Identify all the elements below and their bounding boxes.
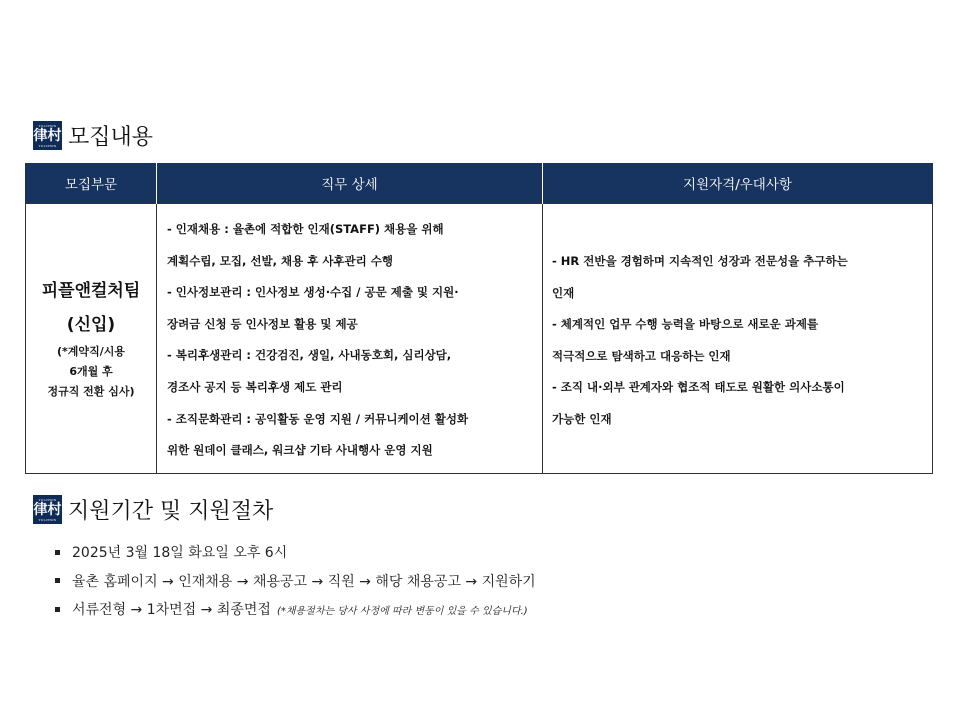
bullet-square-icon: [55, 550, 60, 555]
section-title: 지원기간 및 지원절차: [68, 499, 274, 524]
section-heading-application: [33, 494, 273, 525]
logo-bottom-text: YULCHON: [38, 517, 57, 522]
bullet-text: 율촌 홈페이지 → 인재채용 → 채용공고 → 직원 → 해당 채용공고 → 지원하기: [72, 573, 536, 590]
qualification-line: 가능한 인재: [552, 411, 612, 426]
department-cell: [26, 204, 157, 474]
qualification-line: 인재: [552, 285, 575, 300]
department-type: (신입): [66, 315, 116, 336]
table-header-row: [26, 163, 933, 204]
logo-top-text: YULCHON: [38, 497, 57, 502]
duty-line: 계획수립, 모집, 선발, 채용 후 사후관리 수행: [167, 253, 393, 268]
logo-bottom-text: YULCHON: [38, 143, 57, 148]
logo-mark: 律村: [33, 501, 62, 518]
logo-mark: 律村: [33, 127, 62, 144]
duty-line: 위한 원데이 클래스, 워크샵 기타 사내행사 운영 지원: [167, 443, 433, 458]
bullet-text: 2025년 3월 18일 화요일 오후 6시: [72, 545, 288, 562]
qualification-line: - 조직 내·외부 관계자와 협조적 태도로 원활한 의사소통이: [552, 380, 845, 395]
duties-cell: [157, 204, 543, 474]
section-title: 모집내용: [68, 125, 154, 150]
list-item: [55, 595, 536, 624]
bullet-square-icon: [55, 607, 60, 612]
department-name: 피플앤컬처팀: [41, 281, 141, 302]
qualification-line: - 체계적인 업무 수행 능력을 바탕으로 새로운 과제를: [552, 317, 819, 332]
bullet-note: (*채용절차는 당사 사정에 따라 변동이 있을 수 있습니다.): [276, 605, 528, 617]
header-department: 모집부문: [26, 163, 157, 204]
application-bullet-list: [55, 538, 536, 624]
list-item: [55, 538, 536, 567]
duty-line: 경조사 공지 등 복리후생 제도 관리: [167, 379, 343, 394]
header-qualifications: 지원자격/우대사항: [543, 163, 933, 204]
duty-line: - 인재채용 : 율촌에 적합한 인재(STAFF) 채용을 위해: [167, 222, 444, 236]
qualifications-cell: [543, 204, 933, 474]
duty-line: - 인사정보관리 : 인사정보 생성·수집 / 공문 제출 및 지원·: [167, 285, 459, 300]
header-duties: 직무 상세: [157, 163, 543, 204]
department-note-line: (*계약직/시용: [57, 345, 125, 359]
table-row: [26, 204, 933, 474]
logo-top-text: YULCHON: [38, 123, 57, 128]
qualification-line: - HR 전반을 경험하며 지속적인 성장과 전문성을 추구하는: [552, 254, 848, 268]
recruitment-table: [25, 163, 933, 474]
duty-line: 장려금 신청 등 인사정보 활용 및 제공: [167, 316, 358, 331]
bullet-square-icon: [55, 578, 60, 583]
department-note-line: 6개월 후: [69, 365, 113, 379]
bullet-text: 서류전형 → 1차면접 → 최종면접: [72, 602, 271, 619]
list-item: [55, 567, 536, 596]
yulchon-logo-icon: [33, 121, 62, 150]
duty-line: - 복리후생관리 : 건강검진, 생일, 사내동호회, 심리상담,: [167, 348, 452, 363]
yulchon-logo-icon: [33, 495, 62, 524]
qualification-line: 적극적으로 탐색하고 대응하는 인재: [552, 348, 731, 363]
department-note-line: 정규직 전환 심사): [47, 385, 135, 399]
section-heading-recruitment: [33, 120, 153, 151]
duty-line: - 조직문화관리 : 공익활동 운영 지원 / 커뮤니케이션 활성화: [167, 411, 469, 426]
